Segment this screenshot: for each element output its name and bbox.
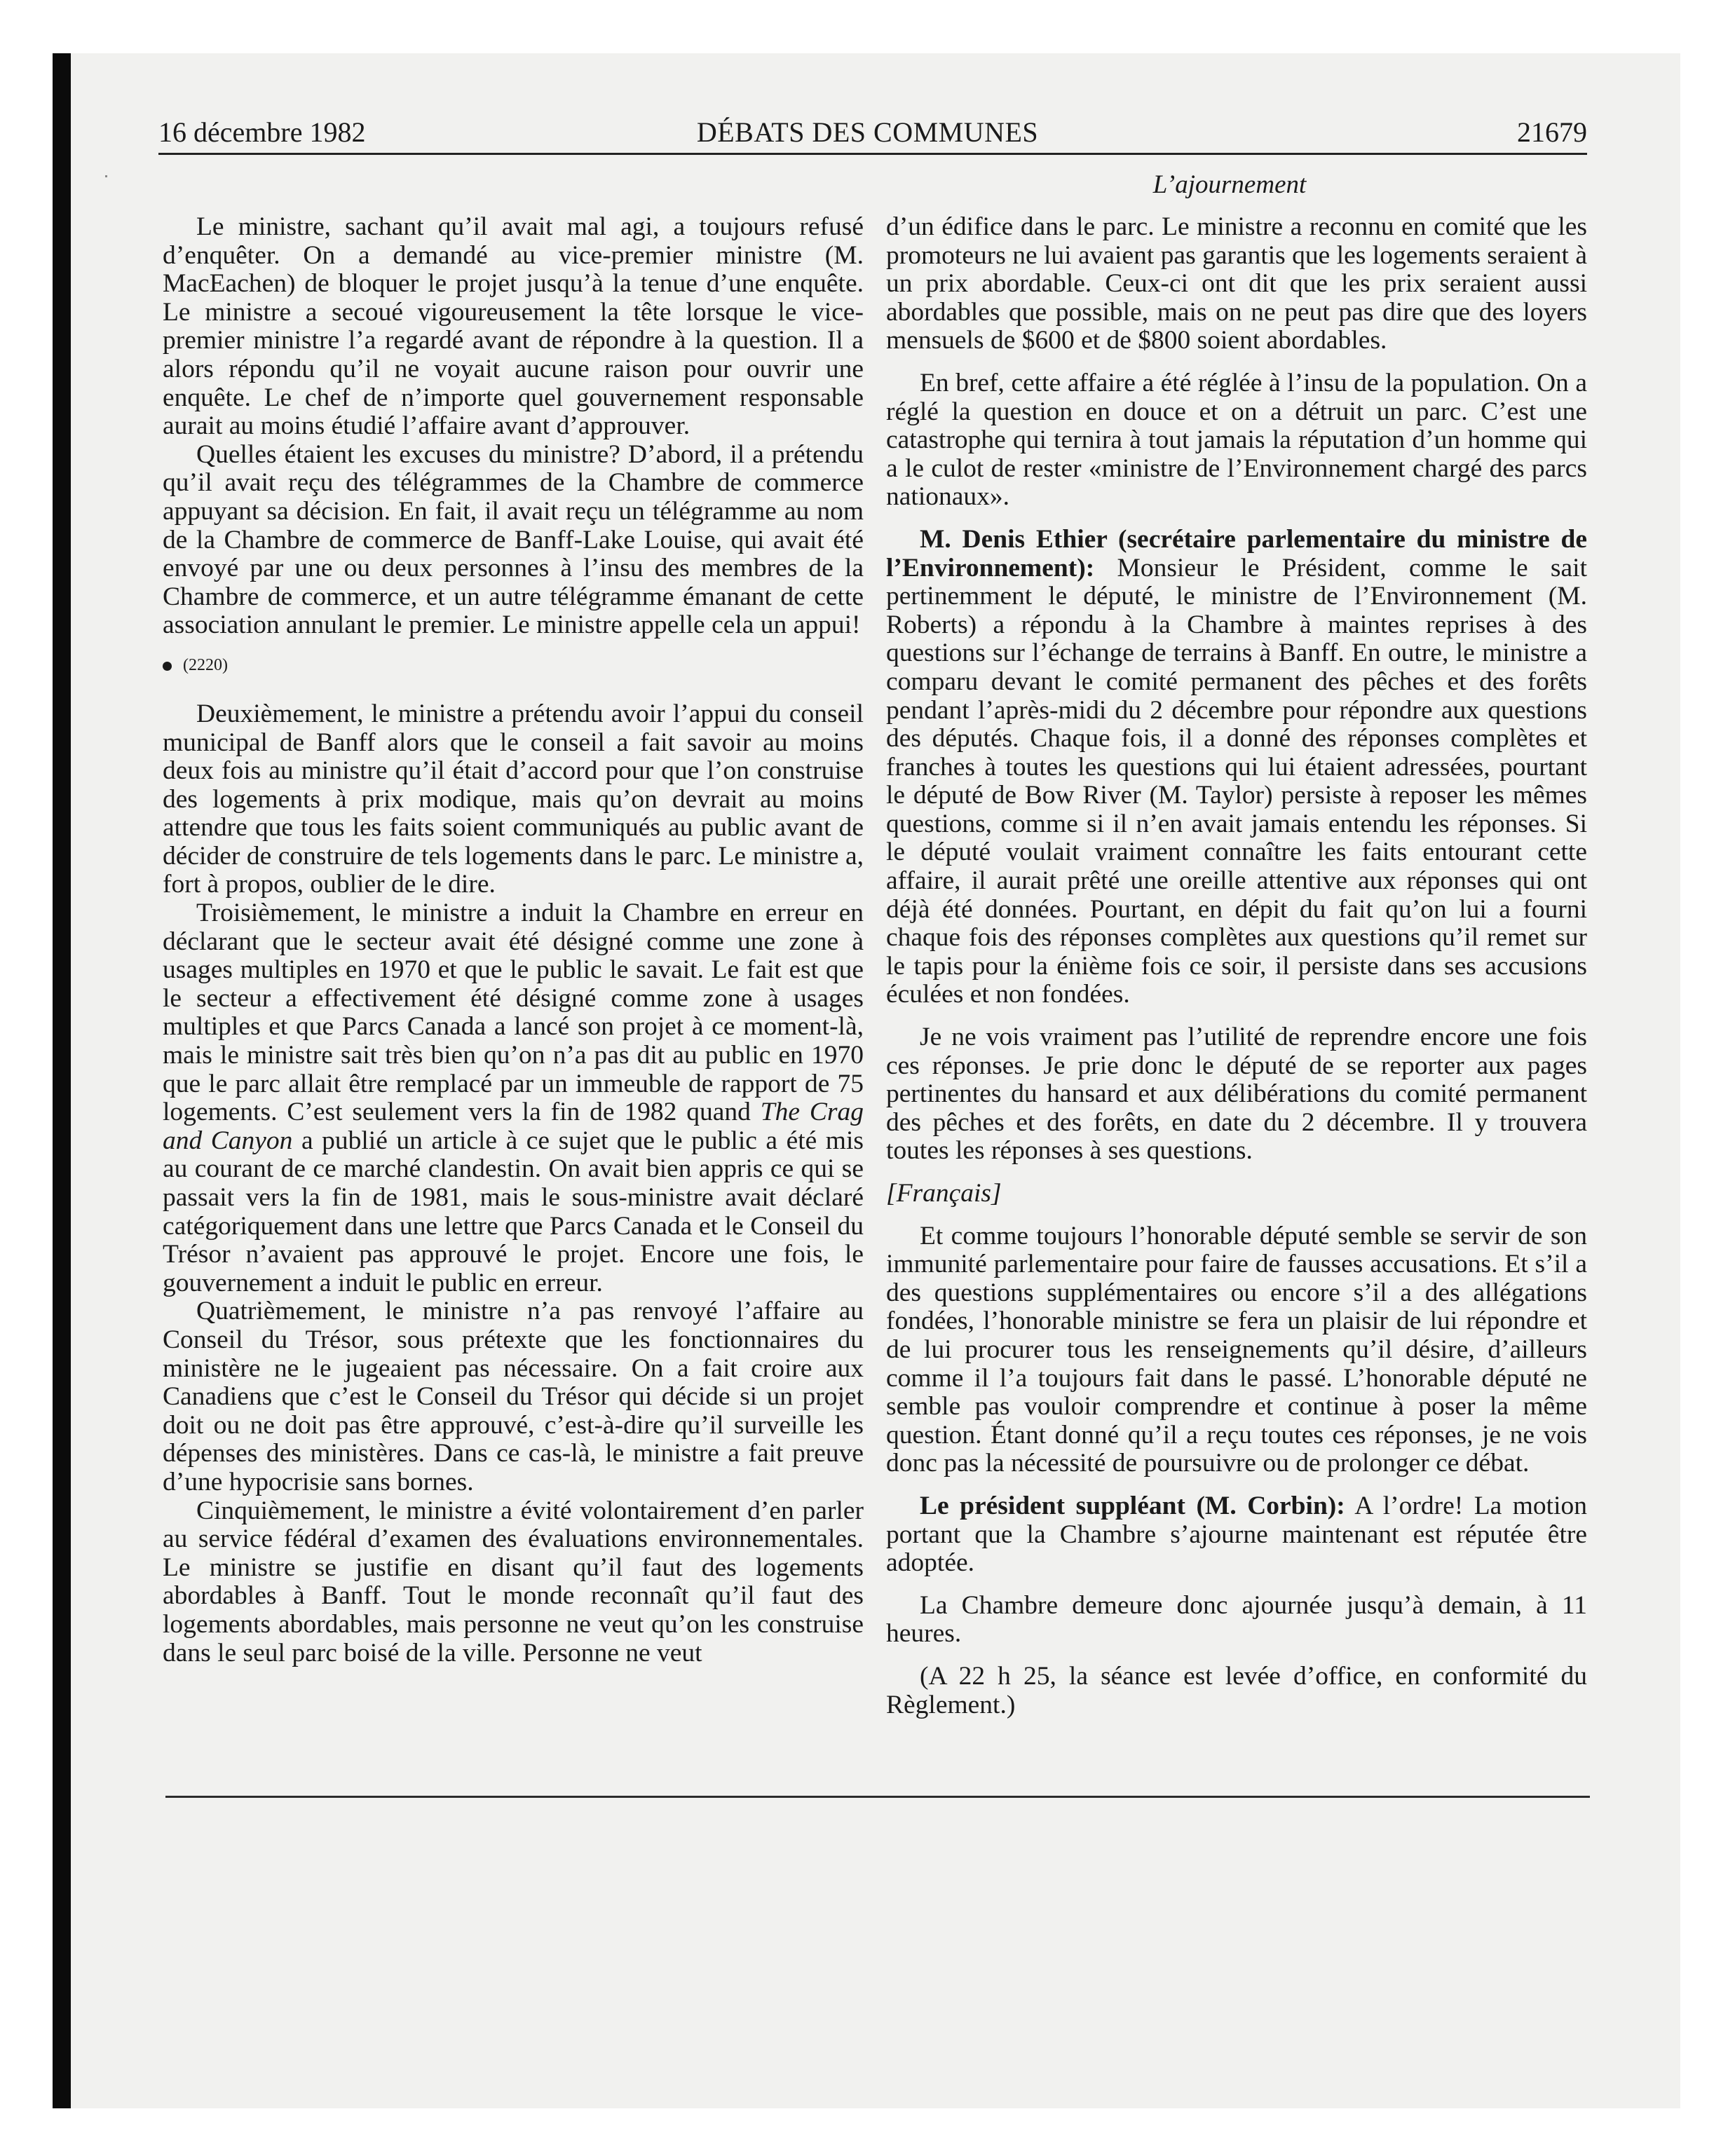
paragraph: En bref, cette affaire a été réglée à l’insu de la population. On a réglé la question en douce et on a détruit un parc. C’est une catastrophe qui ternira à tout jamais la réputation d’un homme qui a le culot de rester «ministre de l’Environnement chargé des parcs nationaux». — [886, 368, 1587, 512]
paragraph: Quatrièmement, le ministre n’a pas renvoyé l’affaire au Conseil du Trésor, sous prétexte que les fonctionnaires du ministère ne le jugeaient pas nécessaire. On a fait croire aux Canadiens que c’est le Conseil du Trésor qui décide si un projet doit ou ne doit pas être approuvé, c’est-à-dire qu’il surveille les dépenses des ministères. Dans ce cas-là, le ministre a fait preuve d’une hypocrisie sans bornes. — [163, 1297, 864, 1496]
paragraph: (A 22 h 25, la séance est levée d’office, en conformité du Règlement.) — [886, 1661, 1587, 1719]
language-tag — [886, 1180, 1587, 1208]
paragraph — [163, 899, 864, 1297]
section-title: L’ajournement — [1152, 170, 1307, 199]
speaker-name: M. Denis Ethier (secrétaire parlementaire du ministre de l’Environnement): — [886, 524, 1587, 582]
left-column — [163, 213, 864, 1667]
paragraph: Deuxièmement, le ministre a prétendu avoir l’appui du conseil municipal de Banff alors que le conseil a fait savoir au moins deux fois au ministre qu’il était d’accord pour que l’on construise des logements à prix modique, mais qu’on devrait au moins attendre que tous les faits soient communiqués au public avant de décider de construire de tels logements dans le parc. Le ministre a, fort à propos, oublier de le dire. — [163, 699, 864, 899]
footer-rule — [165, 1796, 1590, 1798]
right-column — [886, 213, 1587, 1719]
binding-shadow-edge — [53, 53, 71, 2108]
bullet-icon — [163, 662, 172, 671]
speaker-name: Le président suppléant (M. Corbin): — [920, 1491, 1345, 1520]
header-rule — [158, 153, 1587, 155]
time-marker-label: (2220) — [183, 655, 228, 674]
publication-title-italic: The Crag and Canyon — [163, 1098, 864, 1155]
time-marker — [163, 651, 864, 679]
header-publication-title: DÉBATS DES COMMUNES — [696, 116, 1039, 148]
paragraph: La Chambre demeure donc ajournée jusqu’à demain, à 11 heures. — [886, 1590, 1587, 1649]
paragraph — [886, 1492, 1587, 1578]
paragraph-text: Troisièmement, le ministre a induit la Chambre en erreur en déclarant que le secteur avait été désigné comme une zone à usages multiples en 1970 et que le public le savait. Le fait est que le secteur a effectivement été désigné comme zone à usages multiples et que Parcs Canada a lancé son projet à ce moment-là, mais le ministre sait très bien qu’on n’a pas dit au public en 1970 que le parc allait être remplacé par un immeuble de rapport de 75 logements. C’est seulement vers la fin de 1982 quand — [163, 899, 864, 1127]
paragraph: Cinquièmement, le ministre a évité volontairement d’en parler au service fédéral d’examen des évaluations environnementales. Le ministre se justifie en disant qu’il faut des logements abordables à Banff. Tout le monde reconnaît qu’il faut des logements abordables, mais personne ne veut qu’on les construise dans le seul parc boisé de la ville. Personne ne veut — [163, 1496, 864, 1667]
paragraph: Le ministre, sachant qu’il avait mal agi, a toujours refusé d’enquêter. On a demandé au vice-premier ministre (M. MacEachen) de bloquer le projet jusqu’à la tenue d’une enquête. Le ministre a secoué vigoureusement la tête lorsque le vice-premier ministre l’a regardé avant de répondre à la question. Il a alors répondu qu’il ne voyait aucune raison pour ouvrir une enquête. Le chef de n’importe quel gouvernement responsable aurait au moins étudié l’affaire avant d’approuver. — [163, 212, 864, 441]
paragraph — [886, 526, 1587, 1009]
paragraph: d’un édifice dans le parc. Le ministre a reconnu en comité que les promoteurs ne lui avaient pas garantis que les logements seraient à un prix abordable. Ceux-ci ont dit que les prix seraient aussi abordables que possible, mais on ne peut pas dire que des loyers mensuels de $600 et de $800 soient abordables. — [886, 212, 1587, 355]
paragraph: Je ne vois vraiment pas l’utilité de reprendre encore une fois ces réponses. Je prie donc le député de se reporter aux pages pertinentes du hansard et aux délibérations du comité permanent des pêches et des forêts, en date du 2 décembre. Il y trouvera toutes les réponses à ses questions. — [886, 1023, 1587, 1166]
paragraph-text: A l’ordre! La motion portant que la Chambre s’ajourne maintenant est réputée être adoptée. — [886, 1491, 1588, 1578]
paragraph-text: Monsieur le Président, comme le sait pertinemment le député, le ministre de l’Environnement (M. Roberts) a répondu à la Chambre à maintes reprises à des questions sur l’échange de terrains à Banff. En outre, le ministre a comparu devant le comité permanent des pêches et des forêts pendant l’après-midi du 2 décembre pour répondre aux questions des députés. Chaque fois, il a donné des réponses complètes et franches à toutes les questions qui lui étaient adressées, pourtant le député de Bow River (M. Taylor) persiste à reposer les mêmes questions, comme si il n’en avait jamais entendu les réponses. Si le député voulait vraiment connaître les faits entourant cette affaire, il aurait prêté une oreille attentive aux réponses qui ont déjà été données. Pourtant, en dépit du fait qu’on lui a fourni chaque fois des réponses complètes aux questions qu’il remet sur le tapis pour la énième fois ce soir, il persiste dans ses accusions éculées et non fondées. — [886, 553, 1587, 1009]
scan-speck — [105, 175, 107, 177]
header-page-number: 21679 — [1517, 116, 1587, 148]
language-tag-label: [Français] — [886, 1179, 1002, 1208]
paragraph: Quelles étaient les excuses du ministre? D’abord, il a prétendu qu’il avait reçu des télégrammes de la Chambre de commerce appuyant sa décision. En fait, il avait reçu un télégramme au nom de la Chambre de commerce de Banff-Lake Louise, qui avait été envoyé par une ou deux personnes à l’insu des membres de la Chambre de commerce, et un autre télégramme émanant de cette association annulant le premier. Le ministre appelle cela un appui! — [163, 439, 864, 640]
header-date: 16 décembre 1982 — [158, 116, 366, 148]
paragraph-text: a publié un article à ce sujet que le public a été mis au courant de ce marché clandestin. On avait bien appris ce qui se passait vers la fin de 1981, mais le sous-ministre avait déclaré catégoriquement dans une lettre que Parcs Canada et le Conseil du Trésor n’avaient pas approuvé le projet. Encore une fois, le gouvernement a induit le public en erreur. — [163, 1126, 864, 1297]
paragraph: Et comme toujours l’honorable député semble se servir de son immunité parlementaire pour faire de fausses accusations. Et s’il a des questions supplémentaires ou encore s’il a des allégations fondées, l’honorable ministre se fera un plaisir de lui répondre et de lui procurer tous les renseignements qu’il désire, d’ailleurs comme il l’a toujours fait dans le passé. L’honorable député ne semble pas vouloir comprendre et continue à poser la même question. Étant donné qu’il a reçu toutes ces réponses, je ne vois donc pas la nécessité de poursuivre ou de prolonger ce débat. — [886, 1221, 1587, 1478]
